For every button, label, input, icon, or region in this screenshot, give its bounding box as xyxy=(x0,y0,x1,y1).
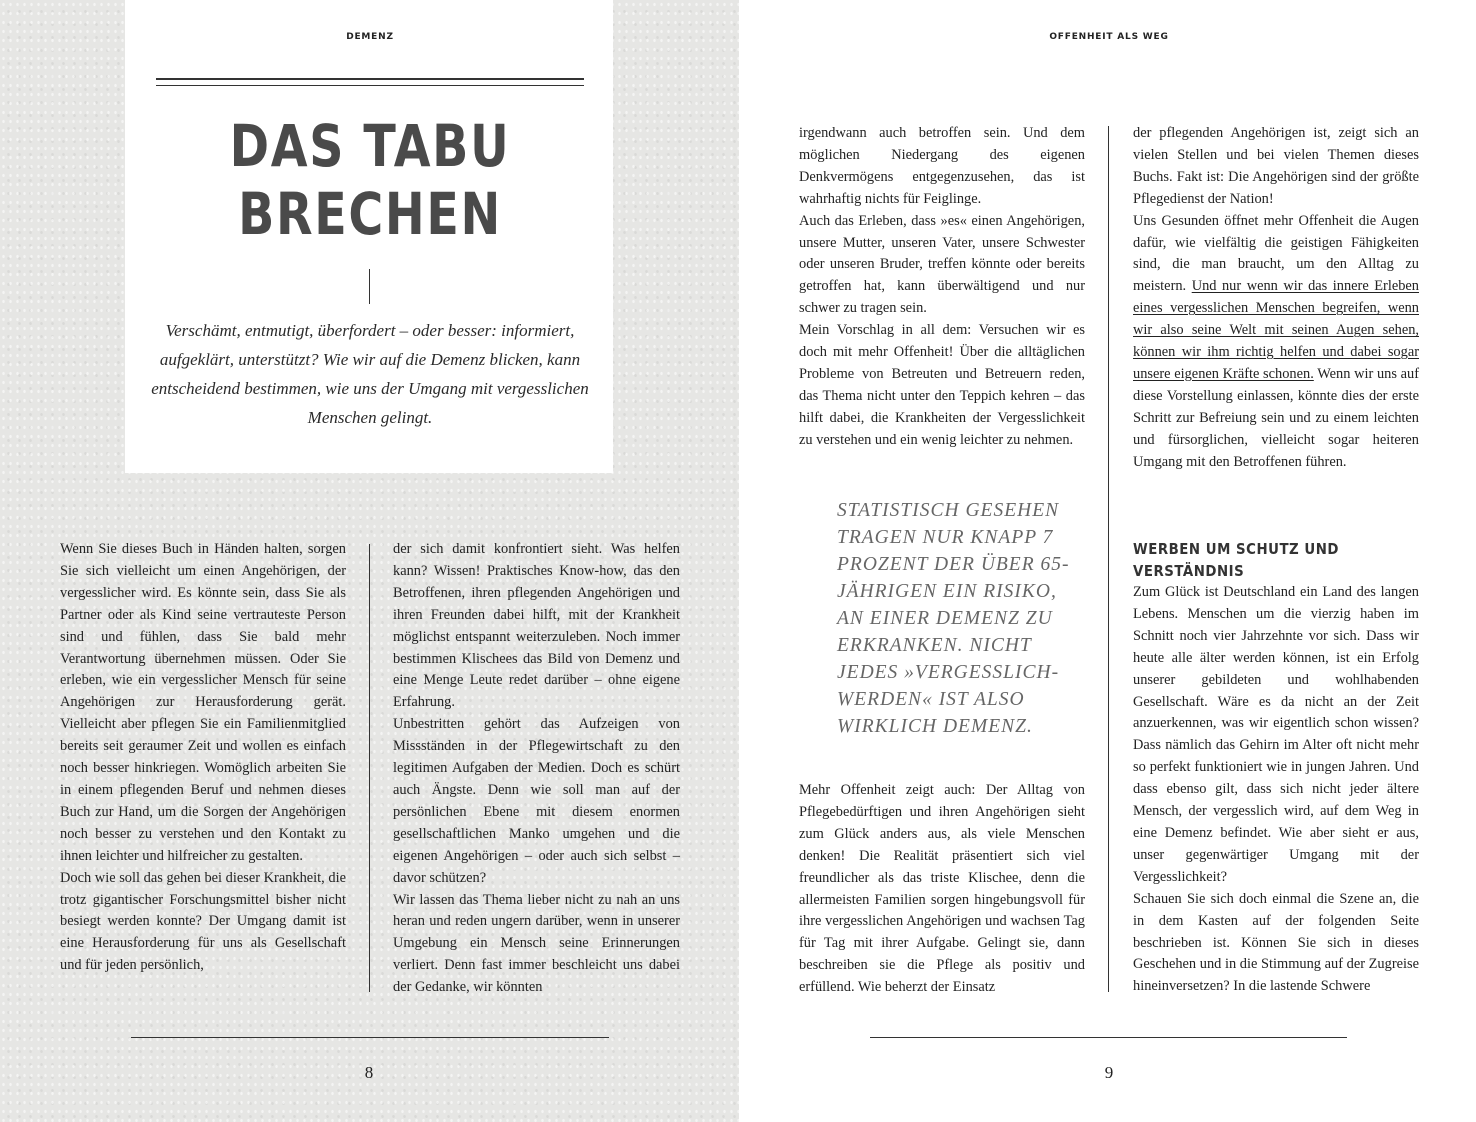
underlined-passage: Und nur wenn wir das innere Erleben eines vergesslichen Menschen begreifen, wenn wir also seine Welt mit seinen Augen sehen, können wir ihm richtig helfen und dabei sogar unsere eigenen Kräfte schonen. xyxy=(1133,278,1419,382)
pull-quote: STATISTISCH GESEHEN TRAGEN NUR KNAPP 7 PROZENT DER ÜBER 65-JÄHRIGEN EIN RISIKO, AN EINER DEMENZ ZU ERKRANKEN. NICHT JEDES »VERGESSLICH-WERDEN« IST ALSO WIRKLICH DEMENZ. xyxy=(837,500,1070,737)
section-subheading: WERBEN UM SCHUTZ UND VERSTÄNDNIS xyxy=(1133,540,1339,580)
chapter-title-line1: DAS TABU xyxy=(229,112,511,180)
paragraph-end: Wenn wir uns auf diese Vorstellung einlassen, könnte dies der erste Schritt zur Befreiung sein und zu einem leichten und fürsorglichen, vielleicht sogar heiteren Umgang mit den Betroffenen führen. xyxy=(1133,365,1419,470)
paragraph: Mehr Offenheit zeigt auch: Der Alltag von Pflegebedürftigen und ihren Angehörigen sieht zum Glück anders aus, als viele Menschen denken! Die Realität präsentiert sich viel freundlicher als das triste Klischee, denn die allermeisten Familien sorgen hingebungsvoll für ihre vergesslichen Angehörigen und wachsen Tag für Tag mit ihrer Aufgabe. Gelingt sie, dann beschreiben sie die Pflege als positiv und erfüllend. Wie beherzt der Einsatz xyxy=(799,782,1085,996)
right-column-1-top xyxy=(799,123,1085,452)
chapter-title-line2: BRECHEN xyxy=(238,180,502,248)
paragraph: irgendwann auch betroffen sein. Und dem möglichen Niedergang des eigenen Denkvermögens entgegenzusehen, das ist wahrhaftig nichts für Feiglinge. xyxy=(799,125,1085,207)
paragraph xyxy=(1133,211,1419,474)
paragraph: Wenn Sie dieses Buch in Händen halten, sorgen Sie sich vielleicht um einen Angehörigen, der vergesslicher wird. Es könnte sein, dass Sie als Partner oder als Kind seine vertrauteste Person sind und fühlen, dass Sie bald mehr Verantwortung übernehmen müssen. Oder Sie erleben, wie ein vergesslicher Mensch für seine Angehörigen zur Herausforderung gerät. Vielleicht aber pflegen Sie ein Familienmitglied bereits seit geraumer Zeit und wollen es einfach noch besser hinkriegen. Womöglich arbeiten Sie in einem pflegenden Beruf und nehmen dieses Buch zur Hand, um die Sorgen der Angehörigen noch besser zu verstehen und den Kontakt zu ihnen leichter und hilfreicher zu gestalten. xyxy=(60,541,346,864)
paragraph: Schauen Sie sich doch einmal die Szene an, die in dem Kasten auf der folgenden Seite beschrieben ist. Können Sie sich in dieses Geschehen und in die Stimmung auf der Zugreise hineinversetzen? In die lastende Schwere xyxy=(1133,890,1419,995)
paragraph: Unbestritten gehört das Aufzeigen von Missständen in der Pflegewirtschaft zu den legitimen Aufgaben der Medien. Doch es schürt auch Ängste. Denn wie soll man auf der persönlichen Ebene mit diesem enormen gesellschaftlichen Manko umgehen und die eigenen Angehörigen – oder auch sich selbst – davor schützen? xyxy=(393,716,680,886)
title-double-rule xyxy=(156,78,584,86)
right-column-2-bottom xyxy=(1133,582,1419,998)
column-divider xyxy=(1108,126,1109,992)
paragraph: der pflegenden Angehörigen ist, zeigt sich an vielen Stellen und bei vielen Themen dieses Buchs. Fakt ist: Die Angehörigen sind der größte Pflegedienst der Nation! xyxy=(1133,125,1419,207)
paragraph: Mein Vorschlag in all dem: Versuchen wir es doch mit mehr Offenheit! Über die alltäglichen Probleme von Betreuten und Betreuern reden, das Thema nicht unter den Teppich kehren – das hilft dabei, die Krankheiten der Vergesslichkeit zu verstehen und ein wenig leichter zu nehmen. xyxy=(799,322,1085,448)
chapter-lead: Verschämt, entmutigt, überfordert – oder besser: informiert, aufgeklärt, unterstützt? Wie wir auf die Demenz blicken, kann entscheidend bestimmen, wie uns der Umgang mit vergesslichen Menschen gelingt. xyxy=(151,321,589,427)
paragraph: der sich damit konfrontiert sieht. Was helfen kann? Wissen! Praktisches Know-how, das den Betroffenen, ihren pflegenden Angehörigen und ihren Freunden dabei hilft, mit der Krankheit möglichst entspannt weiterzuleben. Noch immer bestimmen Klischees das Bild von Demenz und eine Menge Leute redet darüber – ohne eigene Erfahrung. xyxy=(393,541,680,711)
paragraph: Auch das Erleben, dass »es« einen Angehörigen, unsere Mutter, unseren Vater, unsere Schwester oder unseren Bruder, treffen könnte oder bereits getroffen hat, kann überwältigend und nur schwer zu tragen sein. xyxy=(799,212,1085,317)
right-column-1-bottom xyxy=(799,780,1085,999)
paragraph-start: Uns Gesunden öffnet mehr Offenheit die Augen dafür, wie vielfältig die geistigen Fähigkeiten sind, die man braucht, um den Alltag zu meistern. xyxy=(1133,212,1419,295)
paragraph: Wir lassen das Thema lieber nicht zu nah an uns heran und reden ungern darüber, wenn in unserer Umgebung ein Mensch seine Erinnerungen verliert. Denn fast immer beschleicht uns dabei der Gedanke, wir könnten xyxy=(393,891,680,996)
running-head-right: OFFENHEIT ALS WEG xyxy=(1049,32,1169,42)
page-number-right: 9 xyxy=(1104,1063,1114,1082)
left-column-1 xyxy=(60,539,346,977)
title-tick-divider xyxy=(369,269,370,304)
paragraph: Doch wie soll das gehen bei dieser Krankheit, die trotz gigantischer Forschungsmittel bisher nicht besiegt werden konnte? Der Umgang damit ist eine Herausforderung für uns als Gesellschaft und für jeden persönlich, xyxy=(60,869,346,974)
paragraph: Zum Glück ist Deutschland ein Land des langen Lebens. Menschen um die vierzig haben im Schnitt noch vier Jahrzehnte vor sich. Dass wir heute alle älter werden können, ist ein Erfolg unserer gebildeten und wohlhabenden Gesellschaft. Wäre es da nicht an der Zeit anzuerkennen, was wir eigentlich schon wissen? Dass nämlich das Gehirn im Alter oft nicht mehr so perfekt funktioniert wie in jungen Jahren. Und dass ebenso gilt, dass sich nicht jeder ältere Mensch, der vergesslich wird, auf dem Weg in eine Demenz befindet. Wie aber sieht er aus, unser gegenwärtiger Umgang mit der Vergesslichkeit? xyxy=(1133,584,1419,885)
running-head-left: DEMENZ xyxy=(346,32,394,42)
right-column-2-top xyxy=(1133,123,1419,474)
footer-rule xyxy=(131,1037,609,1038)
left-column-2 xyxy=(393,539,680,999)
chapter-title xyxy=(195,112,546,248)
footer-rule xyxy=(870,1037,1347,1038)
column-divider xyxy=(369,544,370,992)
page-number-left: 8 xyxy=(364,1063,374,1082)
